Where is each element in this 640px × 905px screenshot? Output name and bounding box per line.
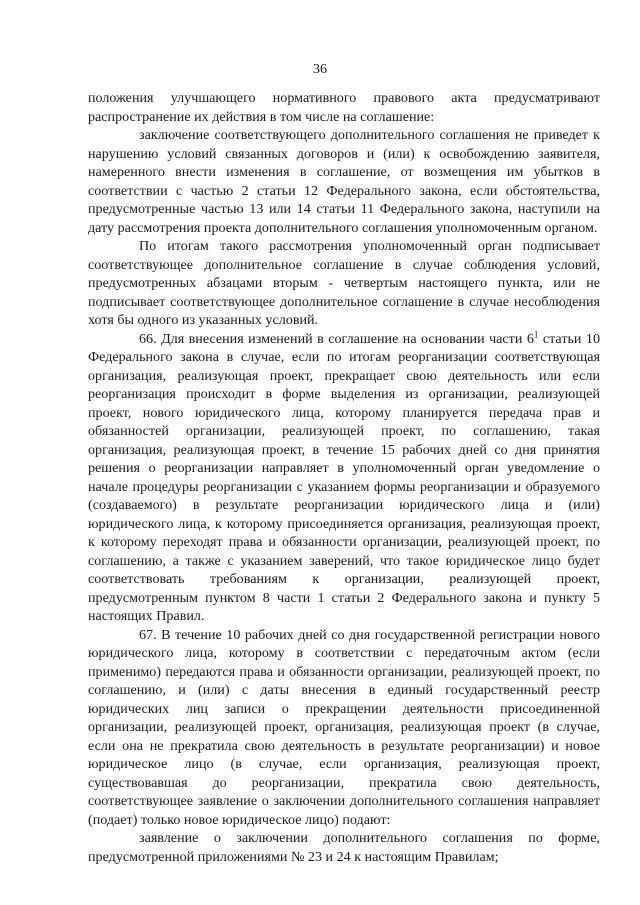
document-body [88,89,600,866]
paragraph-continuation: положения улучшающего нормативного правового акта предусматривают распространение их действия в том числе на соглашение: [88,90,600,125]
paragraph-review-result: По итогам такого рассмотрения уполномоченный орган подписывает соответствующее дополнительное соглашение в случае соблюдения условий, предусмотренных абзацами вторым - четвертым настоящего пункта, или не подписывает соответствующее дополнительное соглашение в случае несоблюдения хотя бы одного из указанных условий. [88,238,600,328]
clause-66-text-end: статьи 10 Федерального закона в случае, если по итогам реорганизации соответствующая организация, реализующая проект, прекращает свою деятельность или если реорганизация происходит в форме выделения из организации, реализующей проект, нового юридического лица, которому планируется передача прав и обязанностей организации, реализующей проект, по соглашению, такая организация, реализующая проект, в течение 15 рабочих дней со дня принятия решения о реорганизации направляет в уполномоченный орган уведомление о начале процедуры реорганизации с указанием формы реорганизации и образуемого (создаваемого) в результате реорганизации юридического лица и (или) юридического лица, к которому присоединяется организация, реализующая проект, к которому переходят права и обязанности организации, реализующей проект, по соглашению, а также с указанием заверений, что такое юридическое лицо будет соответствовать требованиям к организации, реализующей проект, предусмотренным пунктом 8 части 1 статьи 2 Федерального закона и пункту 5 настоящих Правил. [88,330,600,624]
clause-66-text-start: 66. Для внесения изменений в соглашение на основании части 6 [139,330,534,347]
paragraph-condition: заключение соответствующего дополнительного соглашения не приведет к нарушению условий связанных договоров и (или) к освобождению заявителя, намеренного внести изменения в соглашение, от возмещения им убытков в соответствии с частью 2 статьи 12 Федерального закона, если обстоятельства, предусмотренные частью 13 или 14 статьи 11 Федерального закона, наступили на дату рассмотрения проекта дополнительного соглашения уполномоченным органом. [88,127,600,236]
paragraph-application-form: заявление о заключении дополнительного соглашения по форме, предусмотренной приложениями № 23 и 24 к настоящим Правилам; [88,830,600,865]
clause-66-superscript: 1 [533,328,539,339]
paragraph-clause-67: 67. В течение 10 рабочих дней со дня государственной регистрации нового юридического лица, которому в соответствии с передаточным актом (если применимо) передаются права и обязанности организации, реализующей проект, по соглашению, и (или) с даты внесения в единый государственный реестр юридических лиц записи о прекращении деятельности присоединенной организации, реализующей проект, организация, реализующая проект (в случае, если она не прекратила свою деятельность в результате реорганизации) и новое юридическое лицо (в случае, если организация, реализующая проект, существовавшая до реорганизации, прекратила свою деятельность, соответствующее заявление о заключении дополнительного соглашения направляет (подает) только новое юридическое лицо) подают: [88,626,600,828]
page-number: 36 [313,62,327,77]
paragraph-clause-66 [88,330,600,626]
